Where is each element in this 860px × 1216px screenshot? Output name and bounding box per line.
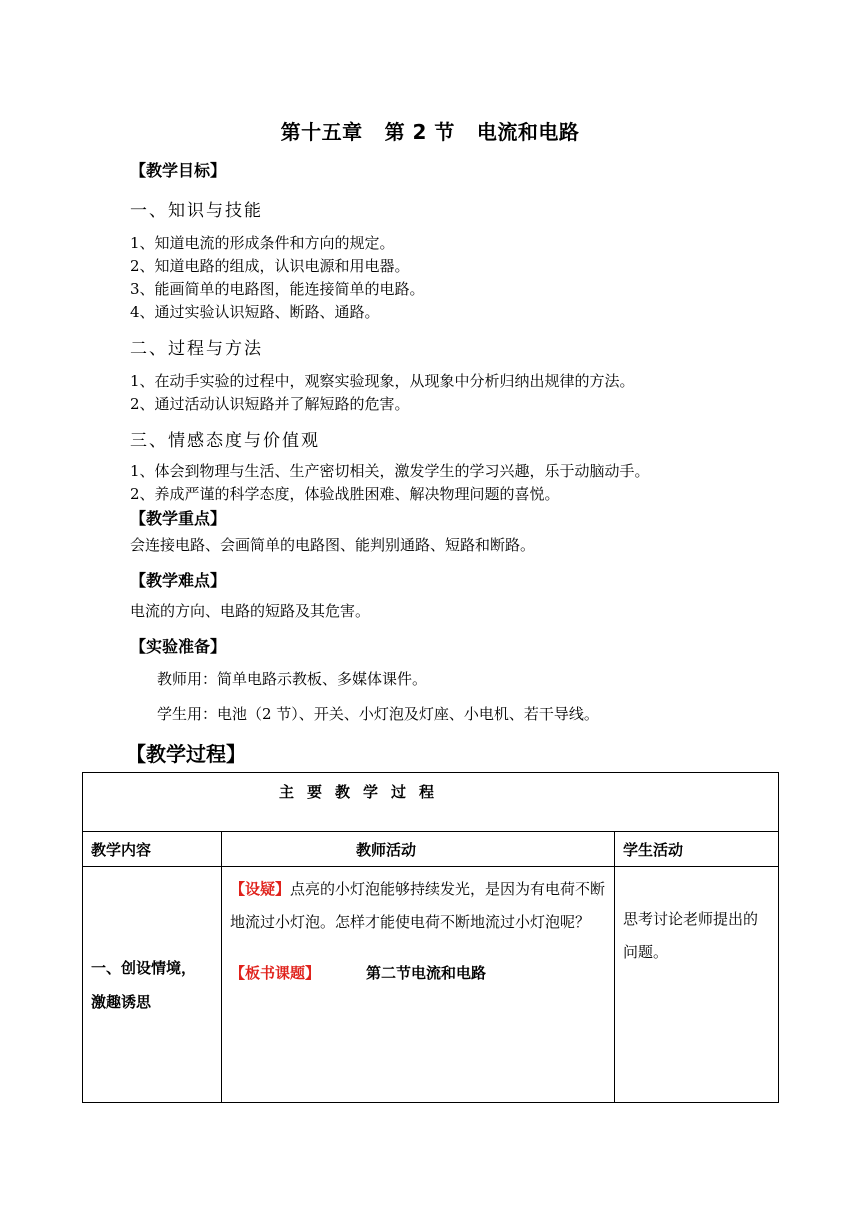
board-title	[230, 957, 608, 990]
column-header-content: 教学内容	[83, 832, 222, 867]
knowledge-item: 3、能画简单的电路图，能连接简单的电路。	[130, 280, 425, 298]
board-tag: 【板书课题】	[230, 964, 321, 982]
preparation-heading: 【实验准备】	[130, 637, 227, 656]
content-line: 一、创设情境，	[91, 958, 197, 977]
table-main-header: 主要教学过程	[83, 773, 779, 832]
table-row	[83, 867, 779, 1103]
process-item: 1、在动手实验的过程中，观察实验现象，从现象中分析归纳出规律的方法。	[130, 372, 635, 390]
objectives-heading: 【教学目标】	[130, 161, 227, 180]
emotion-heading: 三、情感态度与价值观	[130, 431, 320, 451]
teacher-question	[230, 873, 608, 939]
cell-teacher	[222, 867, 615, 1103]
question-text: 点亮的小灯泡能够持续发光，是因为有电荷不断地流过小灯泡。怎样才能使电荷不断地流过小灯泡呢？	[230, 880, 606, 931]
emotion-item: 2、养成严谨的科学态度，体验战胜困难、解决物理问题的喜悦。	[130, 485, 560, 503]
column-header-student: 学生活动	[615, 832, 779, 867]
cell-content	[83, 867, 222, 1103]
key-points-text: 会连接电路、会画简单的电路图、能判别通路、短路和断路。	[130, 536, 536, 554]
title-chapter: 第十五章	[280, 120, 363, 144]
teaching-process-table	[82, 772, 779, 1103]
knowledge-item: 1、知道电流的形成条件和方向的规定。	[130, 234, 395, 252]
process-item: 2、通过活动认识短路并了解短路的危害。	[130, 395, 410, 413]
question-tag: 【设疑】	[230, 880, 291, 898]
column-header-teacher: 教师活动	[222, 832, 615, 867]
process-section-heading: 【教学过程】	[126, 742, 246, 766]
board-text: 第二节电流和电路	[366, 964, 487, 982]
knowledge-heading: 一、知识与技能	[130, 201, 263, 221]
page-title	[0, 116, 860, 145]
title-name: 电流和电路	[476, 120, 580, 144]
preparation-student: 学生用：电池（2 节）、开关、小灯泡及灯座、小电机、若干导线。	[157, 705, 599, 723]
difficulties-heading: 【教学难点】	[130, 571, 227, 590]
emotion-item: 1、体会到物理与生活、生产密切相关，激发学生的学习兴趣，乐于动脑动手。	[130, 462, 650, 480]
content-line: 激趣诱思	[91, 992, 152, 1011]
cell-student: 思考讨论老师提出的问题。	[615, 867, 779, 1103]
process-heading: 二、过程与方法	[130, 339, 263, 359]
knowledge-item: 2、知道电路的组成，认识电源和用电器。	[130, 257, 410, 275]
knowledge-item: 4、通过实验认识短路、断路、通路。	[130, 303, 380, 321]
difficulties-text: 电流的方向、电路的短路及其危害。	[130, 602, 371, 620]
preparation-teacher: 教师用：简单电路示教板、多媒体课件。	[157, 670, 428, 688]
key-points-heading: 【教学重点】	[130, 509, 227, 528]
title-section: 第 2 节	[384, 120, 455, 144]
